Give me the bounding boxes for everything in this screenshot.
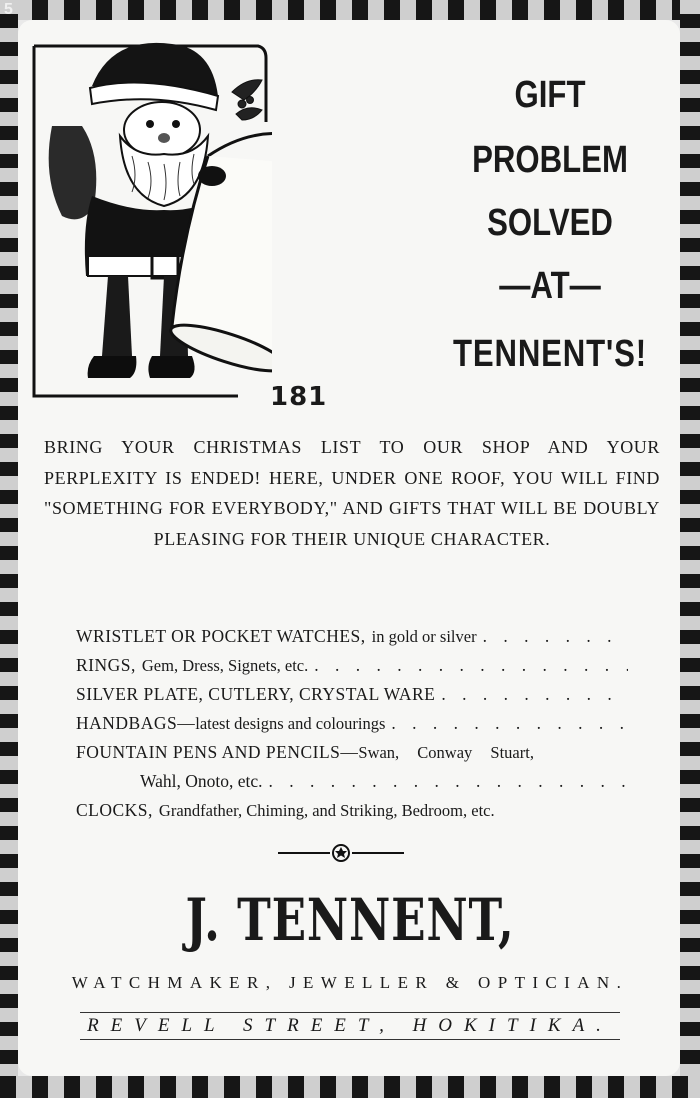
firm-address: REVELL STREET, HOKITIKA. (80, 1012, 620, 1040)
intro-paragraph: BRING YOUR CHRISTMAS LIST TO OUR SHOP AND YOUR PERPLEXITY IS ENDED! HERE, UNDER ONE ROOF, YOU WILL FIND "SOMETHING FOR EVERYBODY," AND GIFTS THAT WILL BE DOUBLY PLEASING FOR THEIR UNIQUE CHARACTER. (44, 437, 660, 549)
firm-trade: WATCHMAKER, JEWELLER & OPTICIAN. (71, 973, 629, 992)
checkered-border-bottom (0, 1076, 700, 1098)
santa-illustration (32, 26, 272, 402)
list-item (76, 738, 628, 767)
list-item-continuation (76, 767, 628, 796)
item-detail: in gold or silver (371, 627, 477, 646)
item-detail: Swan, Conway Stuart, (358, 743, 534, 762)
item-detail: Grandfather, Chiming, and Striking, Bedroom, etc. (158, 801, 495, 820)
item-leader-dots (441, 680, 628, 709)
item-category: SILVER PLATE, CUTLERY, CRYSTAL WARE (76, 684, 436, 704)
headline-line-1: GIFT (514, 74, 586, 116)
item-detail: Gem, Dress, Signets, etc. (141, 656, 309, 675)
list-item (76, 709, 628, 738)
gift-items-list (76, 622, 628, 825)
firm-name: J. TENNENT, (185, 886, 515, 954)
item-leader-dots (391, 709, 628, 738)
item-leader-dots (314, 651, 628, 680)
item-category: FOUNTAIN PENS AND PENCILS— (76, 742, 359, 762)
headline-line-3: SOLVED (487, 202, 613, 244)
headline-line-2: PROBLEM (472, 139, 628, 181)
list-item (76, 680, 628, 709)
list-item (76, 651, 628, 680)
headline-line-5: TENNENT'S! (453, 333, 647, 375)
item-category: CLOCKS, (76, 800, 153, 820)
item-category: HANDBAGS— (76, 713, 196, 733)
checkered-border-left (0, 0, 18, 1098)
item-category: RINGS, (76, 655, 136, 675)
item-leader-dots (483, 622, 628, 651)
divider-ornament (276, 842, 406, 864)
checkered-border-top (0, 0, 700, 20)
illustration-number: 181 (270, 382, 328, 412)
corner-mark: 5 (4, 1, 13, 18)
headline (452, 70, 649, 373)
item-detail-continued: Wahl, Onoto, etc. (140, 771, 263, 791)
item-detail: latest designs and colourings (195, 714, 386, 733)
list-item (76, 622, 628, 651)
headline-line-4: —AT— (499, 265, 601, 307)
item-leader-dots (269, 767, 628, 796)
list-item (76, 796, 628, 825)
checkered-border-right (680, 0, 700, 1098)
item-category: WRISTLET OR POCKET WATCHES, (76, 626, 366, 646)
